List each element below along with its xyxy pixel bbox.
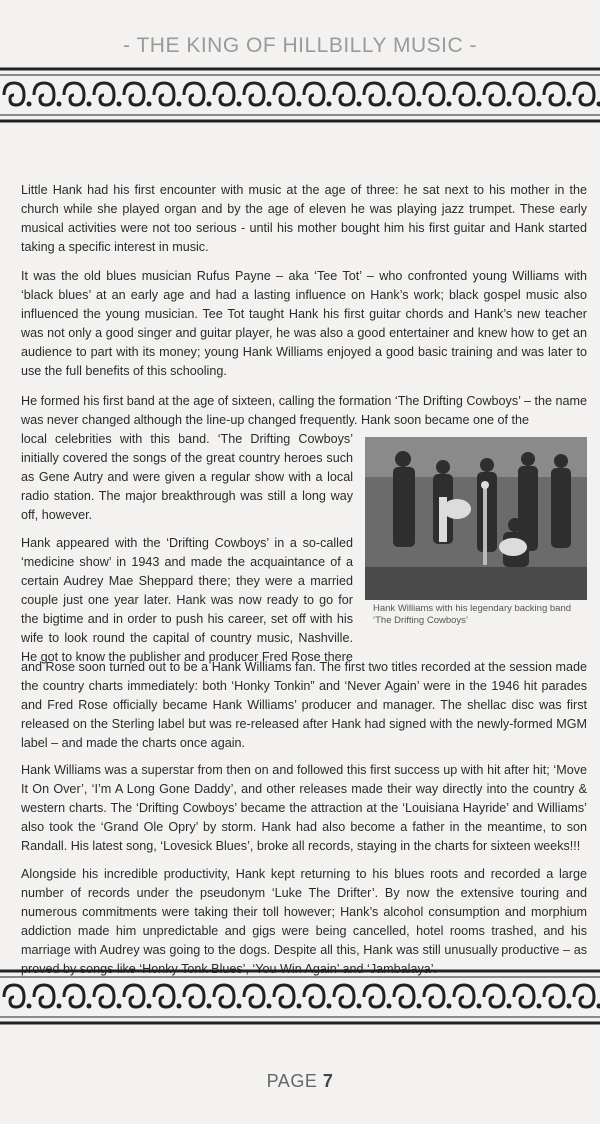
ornament-dot: [357, 1004, 362, 1009]
ornament-dot: [327, 102, 332, 107]
scroll-ornament: [34, 985, 54, 1007]
ornamental-border-top: [0, 66, 600, 124]
photo-caption-line-2: ‘The Drifting Cowboys’: [373, 615, 469, 626]
scroll-ornament: [4, 83, 24, 105]
ornament-dot: [57, 102, 62, 107]
ornament-dot: [27, 1004, 32, 1009]
scroll-ornament: [244, 83, 264, 105]
scroll-ornament: [484, 985, 504, 1007]
photo-caption: [373, 603, 587, 627]
ornament-dot: [357, 102, 362, 107]
ornament-dot: [447, 102, 452, 107]
ornament-dot: [507, 1004, 512, 1009]
scroll-ornament: [274, 83, 294, 105]
scroll-ornament: [394, 83, 414, 105]
ornament-dot: [267, 102, 272, 107]
scroll-ornament: [364, 985, 384, 1007]
ornament-dot: [507, 102, 512, 107]
scroll-ornament: [274, 985, 294, 1007]
scroll-ornament: [154, 985, 174, 1007]
scroll-ornament: [94, 83, 114, 105]
scroll-ornament: [424, 985, 444, 1007]
ornament-dot: [87, 102, 92, 107]
scroll-ornament: [424, 83, 444, 105]
ornament-dot: [417, 102, 422, 107]
ornament-dot: [177, 1004, 182, 1009]
ornament-dot: [537, 102, 542, 107]
paragraph-2: It was the old blues musician Rufus Payne – aka ‘Tee Tot’ – who confronted young Williams with ‘black blues’ at an early age and had a lasting influence on Hank’s work; black gospel music also influenced the young musician. Tee Tot taught Hank his first guitar chords and Hank’s new teacher was not only a good singer and guitar player, he was also a good entertainer and knew how to get an audience to part with its money; young Hank Williams enjoyed a good basic training and was later to use the full benefits of this schooling.: [21, 269, 587, 378]
ornament-dot: [567, 1004, 572, 1009]
photo-caption-line-1: Hank Williams with his legendary backing band: [373, 603, 572, 614]
ornament-dot: [87, 1004, 92, 1009]
scroll-ornament: [244, 985, 264, 1007]
scroll-ornament: [544, 83, 564, 105]
ornament-dot: [477, 102, 482, 107]
paragraph-5: Hank Williams was a superstar from then on and followed this first success up with hit after hit; ‘Move It On Over’, ‘I’m A Long Gone Daddy’, and other releases made their way directly into the country & western charts. The ‘Drifting Cowboys’ became the attraction at the ‘Louisiana Hayride’ and Williams’ also took the ‘Grand Ole Opry’ by storm. Hank had also become a father in the meantime, to son Randall. His latest song, ‘Lovesick Blues’, broke all records, staying in the charts for sixteen weeks!!!: [21, 763, 587, 853]
scroll-ornament: [64, 83, 84, 105]
ornament-dot: [57, 1004, 62, 1009]
ornament-dot: [237, 102, 242, 107]
ornament-dot: [237, 1004, 242, 1009]
ornament-dot: [387, 102, 392, 107]
paragraph-6: Alongside his incredible productivity, Hank kept returning to his blues roots and recorded a large number of records under the pseudonym ‘Luke The Drifter’. By now the extensive touring and numerous commitments were taking their toll however; Hank’s alcohol consumption and morphium addiction made him unpredictable and gigs were being cancelled, hotel rooms trashed, and his marriage with Audrey was going to the dogs. Despite all this, Hank was still unusually productive – as proved by songs like ‘Honky Tonk Blues’, ‘You Win Again’ and ‘Jambalaya’.: [21, 867, 587, 976]
ornament-dot: [147, 102, 152, 107]
page-label: PAGE: [266, 1071, 318, 1091]
scroll-ornament: [304, 83, 324, 105]
ornament-dot: [117, 102, 122, 107]
ornament-dot: [447, 1004, 452, 1009]
page-number-footer: [0, 1071, 600, 1092]
scroll-ornament: [214, 985, 234, 1007]
ornament-dot: [327, 1004, 332, 1009]
paragraph-4-continued: and Rose soon turned out to be a Hank Williams fan. The first two titles recorded at the session made the country charts immediately: both ‘Honky Tonkin” and ‘Never Again’ were in the 1946 hit parades and Fred Rose officially became Hank Williams’ producer and manager. The shellac disc was first released on the Sterling label but was re-released after Hank had signed with the newly-formed MGM label – and made the charts once again.: [21, 660, 587, 750]
ornament-dot: [537, 1004, 542, 1009]
ornament-dot: [297, 1004, 302, 1009]
ornament-dot: [387, 1004, 392, 1009]
scroll-ornament: [364, 83, 384, 105]
scroll-ornament: [484, 83, 504, 105]
scroll-ornament: [574, 83, 594, 105]
ornament-dot: [27, 102, 32, 107]
scroll-ornament: [454, 985, 474, 1007]
ornament-dot: [207, 1004, 212, 1009]
scroll-ornament: [154, 83, 174, 105]
band-photo: [365, 437, 587, 600]
ornament-dot: [177, 102, 182, 107]
scroll-ornament: [514, 83, 534, 105]
scroll-ornament: [184, 985, 204, 1007]
scroll-ornament: [334, 985, 354, 1007]
page-header-title: - THE KING OF HILLBILLY MUSIC -: [123, 34, 477, 57]
ornament-dot: [477, 1004, 482, 1009]
scroll-ornament: [124, 83, 144, 105]
scroll-ornament: [184, 83, 204, 105]
scroll-ornament: [124, 985, 144, 1007]
ornament-dot: [567, 102, 572, 107]
page-number: 7: [322, 1071, 334, 1091]
ornamental-border-bottom: [0, 968, 600, 1026]
paragraph-1: Little Hank had his first encounter with music at the age of three: he sat next to his mother in the church while she played organ and by the age of eleven he was playing jazz trumpet. These early musical activities were not too serious - until his mother bought him his first guitar and Hank started taking a specific interest in music.: [21, 183, 587, 254]
scroll-ornament: [304, 985, 324, 1007]
ornament-dot: [597, 1004, 600, 1009]
scroll-ornament: [334, 83, 354, 105]
scroll-ornament: [574, 985, 594, 1007]
scroll-ornament: [394, 985, 414, 1007]
ornament-dot: [207, 102, 212, 107]
scroll-ornament: [4, 985, 24, 1007]
scroll-ornament: [94, 985, 114, 1007]
ornament-dot: [147, 1004, 152, 1009]
scroll-ornament: [214, 83, 234, 105]
scroll-ornament: [64, 985, 84, 1007]
scroll-ornament: [514, 985, 534, 1007]
ornament-dot: [297, 102, 302, 107]
scroll-ornament: [34, 83, 54, 105]
scroll-ornament: [454, 83, 474, 105]
paragraph-3: He formed his first band at the age of sixteen, calling the formation ‘The Drifting Cowboys’ – the name was never changed although the line-up changed frequently. Hank soon became one of the: [21, 394, 587, 427]
scroll-ornament: [544, 985, 564, 1007]
ornament-dot: [417, 1004, 422, 1009]
ornament-dot: [267, 1004, 272, 1009]
paragraph-4: Hank appeared with the ‘Drifting Cowboys’ in a so-called ‘medicine show’ in 1943 and made the acquaintance of a certain Audrey Mae Sheppard there; they were a married couple just one year later. Hank was now ready to go for the bigtime and in order to push his career, set off with his wife to look round the capital of country music, Nashville. He got to know the publisher and producer Fred Rose there: [21, 536, 353, 664]
ornament-dot: [597, 102, 600, 107]
ornament-dot: [117, 1004, 122, 1009]
paragraph-3-continued: local celebrities with this band. ‘The Drifting Cowboys’ initially covered the songs of the great country heroes such as Gene Autry and were given a regular show with a local radio station. The major breakthrough was still a long way off, however.: [21, 432, 353, 522]
